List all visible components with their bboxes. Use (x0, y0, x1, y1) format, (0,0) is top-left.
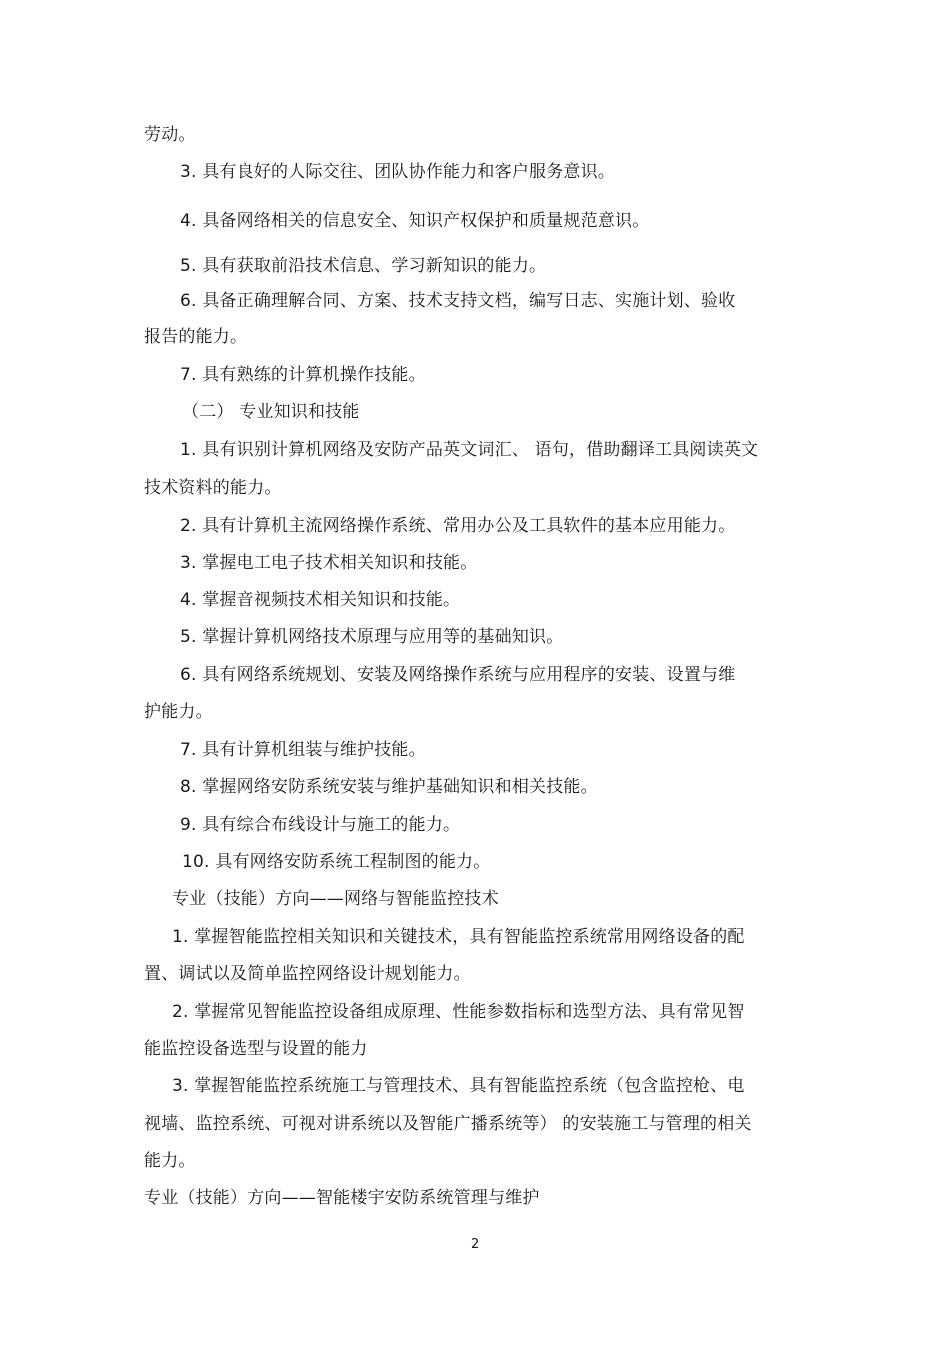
text-line: 2. 具有计算机主流网络操作系统、常用办公及工具软件的基本应用能力。 (180, 516, 736, 536)
text-line: 置、调试以及简单监控网络设计规划能力。 (144, 964, 471, 984)
text-line: 3. 掌握智能监控系统施工与管理技术、具有智能监控系统（包含监控枪、电 (172, 1076, 745, 1096)
direction-heading: 专业（技能）方向——智能楼宇安防系统管理与维护 (144, 1188, 540, 1208)
section-heading: （二） 专业知识和技能 (182, 402, 360, 422)
text-line: 能监控设备选型与设置的能力 (144, 1039, 368, 1059)
text-line: 1. 具有识别计算机网络及安防产品英文词汇、 语句，借助翻译工具阅读英文 (180, 440, 759, 460)
text-line: 6. 具有网络系统规划、安装及网络操作系统与应用程序的安装、设置与维 (180, 665, 736, 685)
text-line: 技术资料的能力。 (144, 478, 282, 498)
direction-heading: 专业（技能）方向——网络与智能监控技术 (172, 889, 499, 909)
text-line: 能力。 (144, 1151, 196, 1171)
text-line: 1. 掌握智能监控相关知识和关键技术，具有智能监控系统常用网络设备的配 (172, 927, 745, 947)
text-line: 10. 具有网络安防系统工程制图的能力。 (182, 852, 491, 872)
text-line: 8. 掌握网络安防系统安装与维护基础知识和相关技能。 (180, 777, 598, 797)
text-line: 视墙、监控系统、可视对讲系统以及智能广播系统等） 的安装施工与管理的相关 (144, 1114, 752, 1134)
text-line: 6. 具备正确理解合同、方案、技术支持文档，编写日志、实施计划、验收 (180, 291, 736, 311)
text-line: 3. 具有良好的人际交往、团队协作能力和客户服务意识。 (180, 162, 616, 182)
text-line: 2. 掌握常见智能监控设备组成原理、性能参数指标和选型方法、具有常见智 (172, 1002, 745, 1022)
text-line: 5. 具有获取前沿技术信息、学习新知识的能力。 (180, 256, 547, 276)
text-line: 7. 具有熟练的计算机操作技能。 (180, 365, 426, 385)
text-line: 报告的能力。 (144, 327, 248, 347)
text-line: 5. 掌握计算机网络技术原理与应用等的基础知识。 (180, 627, 564, 647)
text-line: 7. 具有计算机组装与维护技能。 (180, 740, 426, 760)
text-line: 9. 具有综合布线设计与施工的能力。 (180, 815, 461, 835)
text-line: 护能力。 (144, 702, 213, 722)
text-line: 4. 掌握音视频技术相关知识和技能。 (180, 590, 461, 610)
text-line: 劳动。 (144, 125, 196, 145)
text-line: 3. 掌握电工电子技术相关知识和技能。 (180, 553, 478, 573)
page-number: 2 (471, 1237, 480, 1252)
text-line: 4. 具备网络相关的信息安全、知识产权保护和质量规范意识。 (180, 211, 650, 231)
